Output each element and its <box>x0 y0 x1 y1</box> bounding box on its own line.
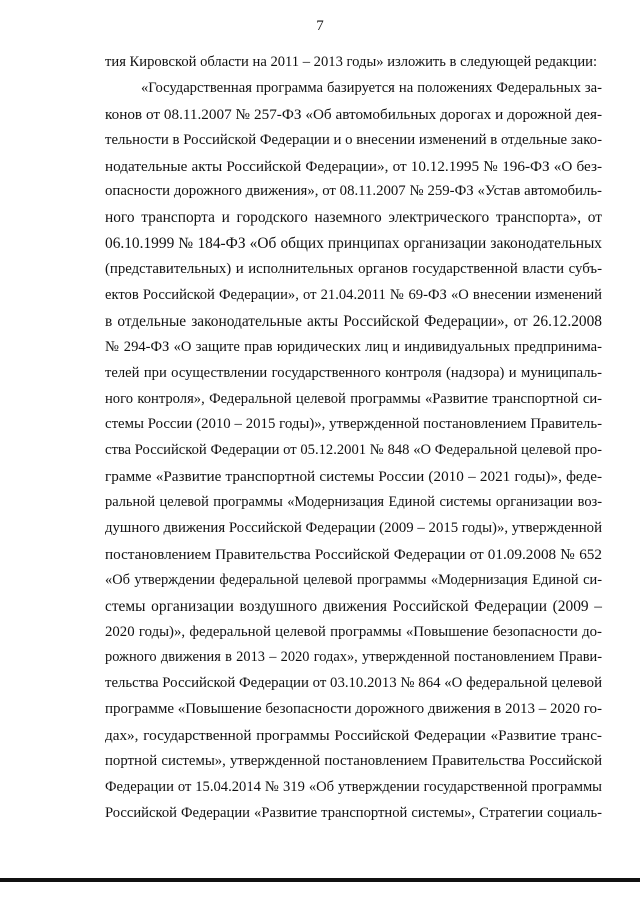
text-line: тия Кировской области на 2011 – 2013 годы» изложить в следующей редакции: <box>105 54 597 70</box>
text-line: ного контроля», Федеральной целевой программы «Развитие транспортной си- <box>105 390 602 407</box>
text-line: тельства Российской Федерации от 03.10.2013 № 864 «О федеральной целевой <box>105 675 602 692</box>
text-line: Федерации от 15.04.2014 № 319 «Об утверждении государственной программы <box>105 778 602 795</box>
text-line: ного транспорта и городского наземного электрического транспорта», от <box>105 209 602 227</box>
text-line: «Государственная программа базируется на положениях Федеральных за- <box>141 79 602 96</box>
text-line: постановлением Правительства Российской Федерации от 01.09.2008 № 652 <box>105 545 602 563</box>
text-line: рожного движения в 2013 – 2020 годах», утвержденной постановлением Прави- <box>105 649 602 666</box>
text-line: портной системы», утвержденной постановлением Правительства Российской <box>105 753 602 770</box>
text-line: в отдельные законодательные акты Российской Федерации», от 26.12.2008 <box>105 312 602 330</box>
text-line: Российской Федерации «Развитие транспортной системы», Стратегии социаль- <box>105 804 602 821</box>
text-line: телей при осуществлении государственного контроля (надзора) и муниципаль- <box>105 364 602 381</box>
bottom-border-line <box>0 878 640 882</box>
page-number: 7 <box>316 18 324 34</box>
text-line: ектов Российской Федерации», от 21.04.2011 № 69-ФЗ «О внесении изменений <box>105 287 602 304</box>
text-line: 06.10.1999 № 184-ФЗ «Об общих принципах организации законодательных <box>105 235 602 253</box>
text-line: программе «Повышение безопасности дорожного движения в 2013 – 2020 го- <box>105 701 603 718</box>
text-line: ства Российской Федерации от 05.12.2001 № 848 «О Федеральной целевой про- <box>105 442 602 459</box>
text-line: 2020 годы)», федеральной целевой программы «Повышение безопасности до- <box>105 623 602 640</box>
text-line: душного движения Российской Федерации (2009 – 2015 годы)», утвержденной <box>105 520 602 537</box>
text-line: тельности в Российской Федерации и о внесении изменений в отдельные зако- <box>105 131 602 148</box>
text-line: конов от 08.11.2007 № 257-ФЗ «Об автомобильных дорогах и дорожной дея- <box>105 105 602 123</box>
text-line: стемы России (2010 – 2015 годы)», утвержденной постановлением Правитель- <box>105 416 602 433</box>
text-line: дах», государственной программы Российской Федерации «Развитие транс- <box>105 727 602 745</box>
text-line: № 294-ФЗ «О защите прав юридических лиц и индивидуальных предпринима- <box>105 338 602 355</box>
text-line: (представительных) и исполнительных органов государственной власти субъ- <box>105 261 602 278</box>
text-line: стемы организации воздушного движения Российской Федерации (2009 – <box>105 597 602 615</box>
text-line: грамме «Развитие транспортной системы России (2010 – 2021 годы)», феде- <box>105 468 602 486</box>
text-line: опасности дорожного движения», от 08.11.2007 № 259-ФЗ «Устав автомобиль- <box>105 183 602 200</box>
text-line: ральной целевой программы «Модернизация Единой системы организации воз- <box>105 494 602 511</box>
text-line: нодательные акты Российской Федерации», от 10.12.1995 № 196-ФЗ «О без- <box>105 157 602 175</box>
text-line: «Об утверждении федеральной целевой программы «Модернизация Единой си- <box>105 571 602 588</box>
document-body <box>105 50 602 827</box>
